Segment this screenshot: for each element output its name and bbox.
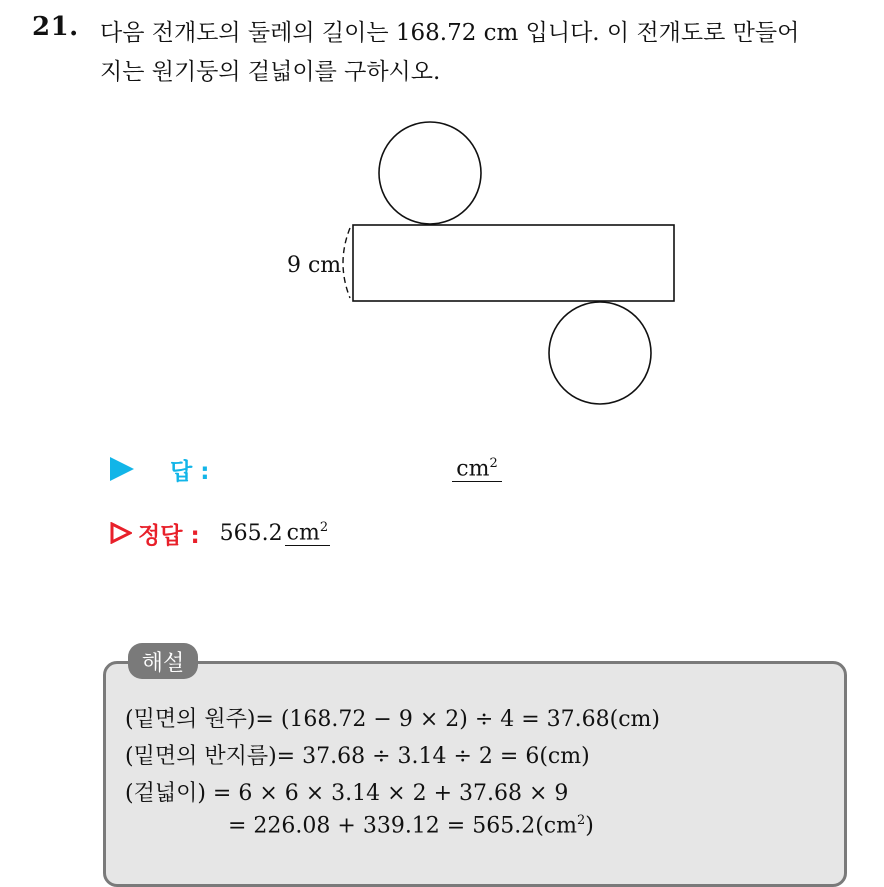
- correct-answer-value: 565.2: [219, 520, 283, 546]
- lateral-rectangle: [353, 225, 674, 301]
- explanation-box: [103, 661, 847, 887]
- correct-answer-label: 정답 :: [138, 522, 200, 549]
- answer-unit: cm: [456, 456, 490, 482]
- top-base-circle: [379, 122, 481, 224]
- question-number: 21.: [32, 12, 79, 42]
- play-triangle-icon: [110, 457, 134, 481]
- bottom-base-circle: [549, 302, 651, 404]
- correct-answer-unit: $cm^2$: [286, 519, 329, 546]
- explanation-line-4: = $226.08 + 339.12 = 565.2(cm^2)$: [228, 813, 594, 839]
- explanation-tab: 해설: [128, 643, 198, 679]
- answer-unit-exp: 2: [489, 456, 498, 471]
- explanation-line-3: (겉넓이) = 6 × 6 × 3.14 × 2 + 37.68 × 9: [125, 781, 569, 806]
- correct-answer-row: [110, 516, 330, 550]
- answer-label: 답 :: [170, 458, 210, 485]
- outline-triangle-icon: [110, 522, 132, 544]
- explanation-line-1: (밑면의 원주)= (168.72 − 9 × 2) ÷ 4 = 37.68(cm): [125, 707, 660, 732]
- question-text-line-2: 지는 원기둥의 겉넓이를 구하시오.: [100, 59, 441, 85]
- height-label: 9 cm: [287, 253, 342, 278]
- answer-blank[interactable]: [452, 456, 502, 482]
- answer-row: [110, 452, 209, 486]
- height-dimension-arc: [343, 228, 350, 298]
- explanation-line-2: (밑면의 반지름)= 37.68 ÷ 3.14 ÷ 2 = 6(cm): [125, 744, 590, 769]
- cylinder-net-figure: [0, 0, 884, 430]
- question-text-line-1: 다음 전개도의 둘레의 길이는 168.72 cm 입니다. 이 전개도로 만들어: [100, 20, 800, 46]
